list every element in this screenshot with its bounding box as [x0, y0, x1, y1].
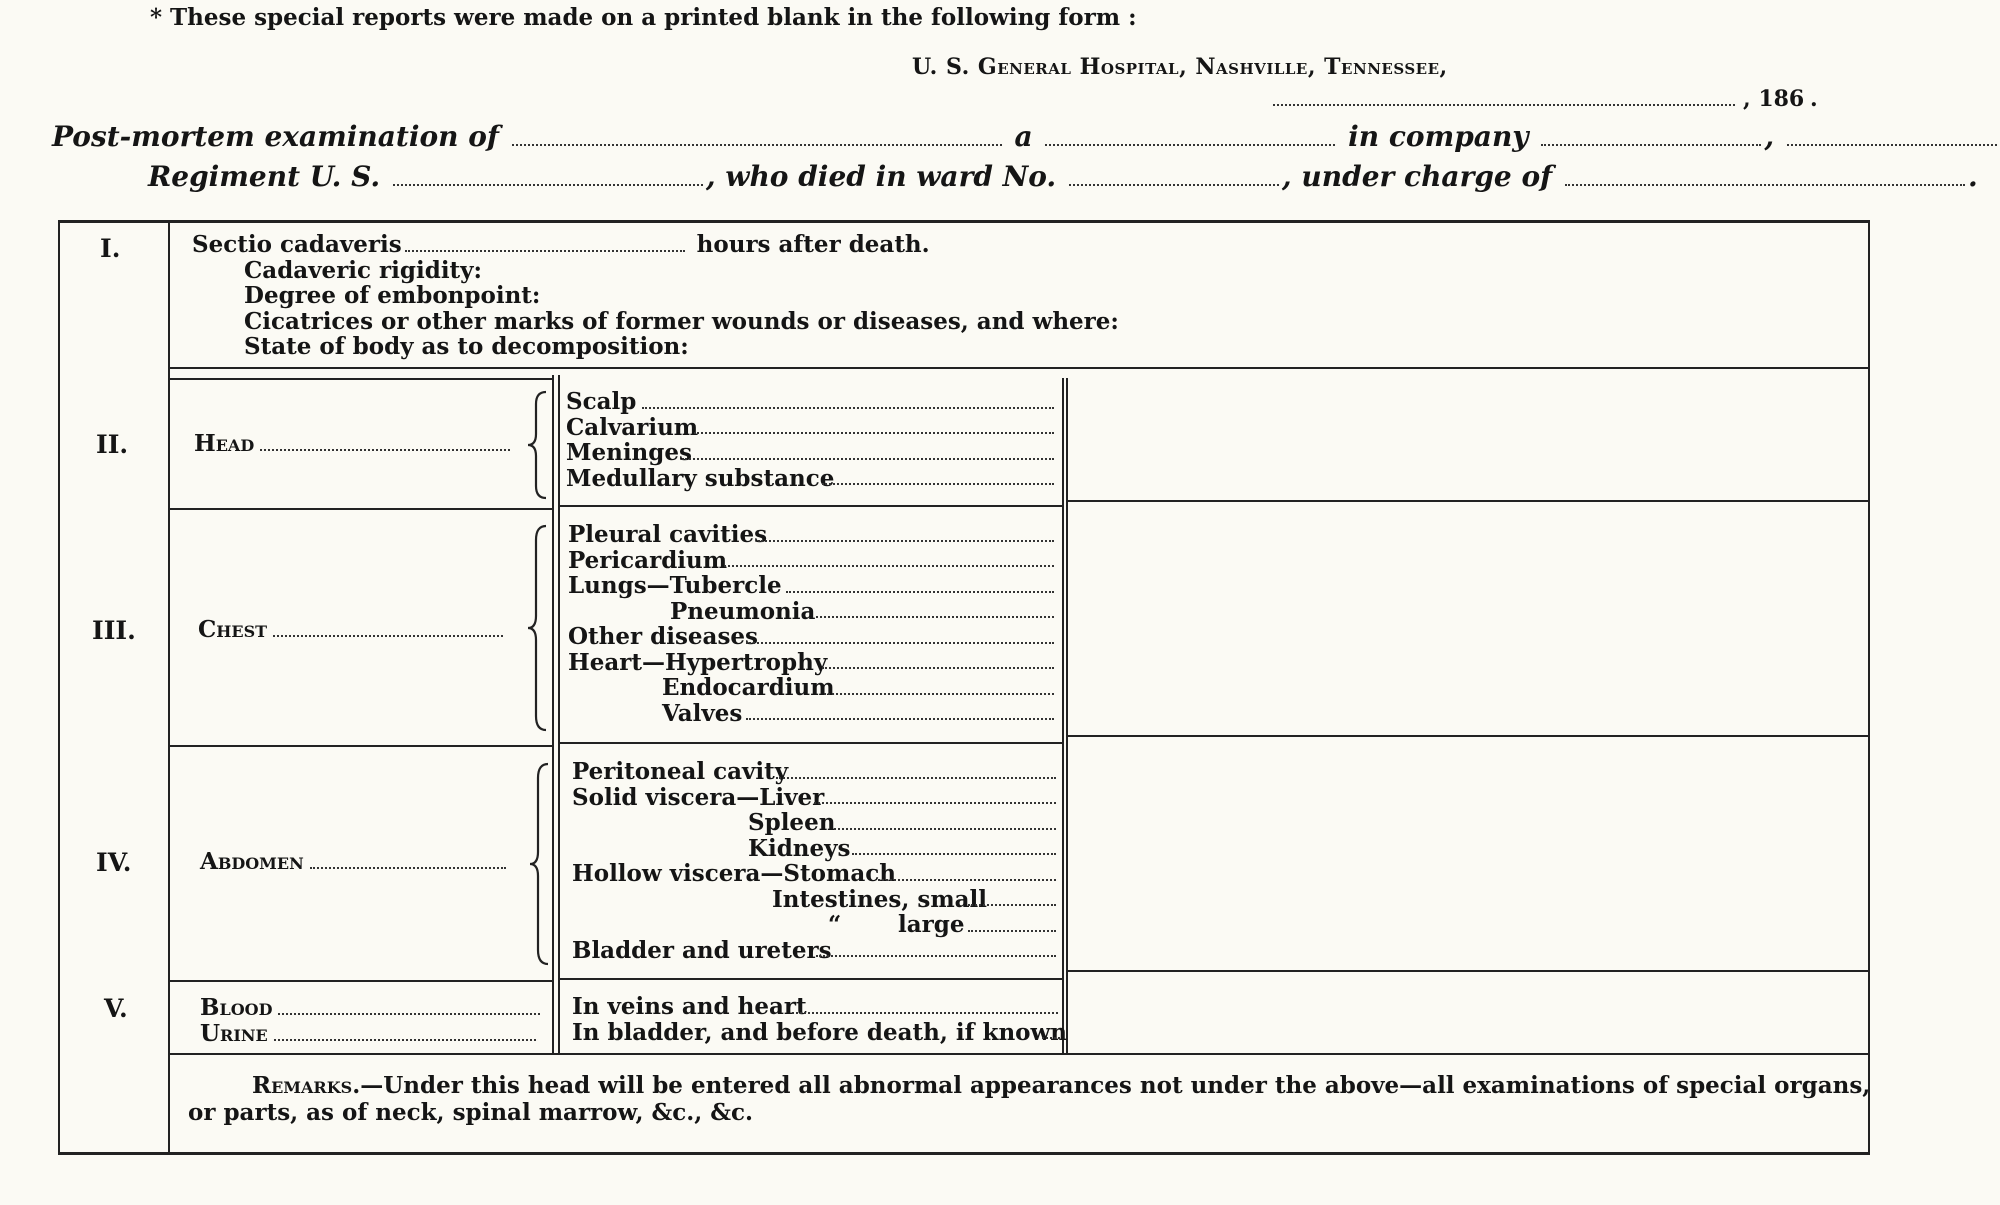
post-mortem-label: Post-mortem examination of [52, 120, 499, 153]
abdomen-brace [528, 762, 552, 966]
urine-blank[interactable] [1042, 1037, 1060, 1039]
hours-blank[interactable] [405, 250, 685, 252]
organ-urine [200, 1020, 539, 1047]
embonpoint-line: Degree of embonpoint: [244, 282, 541, 309]
stomach-blank[interactable] [878, 879, 1056, 881]
organ-chest-dots [273, 635, 503, 637]
list-item: Scalp [566, 389, 1056, 415]
list-item: Meninges [566, 440, 1056, 466]
list-item: In veins and heart [572, 994, 1064, 1020]
ward-blank[interactable] [1069, 184, 1279, 186]
valves-blank[interactable] [746, 718, 1054, 720]
list-item: Heart—Hypertrophy [568, 650, 1058, 676]
divider-3-organ [170, 745, 552, 747]
divider-3-findings [1068, 735, 1868, 737]
organ-urine-dots [274, 1039, 536, 1041]
divider-4-organ [170, 980, 552, 982]
list-item: Pleural cavities [568, 522, 1058, 548]
abdomen-items [572, 759, 1062, 963]
organ-blood-dots [278, 1013, 540, 1015]
regiment-line [148, 160, 1978, 193]
organ-chest-label: Chest [198, 616, 268, 643]
head-brace [526, 390, 550, 500]
footnote: * These special reports were made on a printed blank in the following form : [150, 4, 1137, 31]
year-dot: . [1810, 86, 1818, 112]
section-numeral-ii: II. [96, 430, 129, 459]
section-i-body [192, 232, 1119, 360]
list-item: Endocardium [568, 675, 1058, 701]
pleural-blank[interactable] [758, 540, 1054, 542]
organ-abdomen-dots [310, 867, 506, 869]
divider-2-findings [1068, 500, 1868, 502]
remarks-label: Remarks. [252, 1072, 361, 1099]
list-item: Calvarium [566, 415, 1056, 441]
head-items [566, 389, 1056, 491]
list-item: Peritoneal cavity [572, 759, 1062, 785]
scalp-blank[interactable] [642, 407, 1054, 409]
company-blank[interactable] [1541, 144, 1761, 146]
date-blank[interactable] [1273, 104, 1735, 106]
organ-chest [198, 616, 506, 643]
hospital-name: General Hospital, Nashville, Tennessee, [977, 54, 1448, 80]
list-item: Valves [568, 701, 1058, 727]
hypertrophy-blank[interactable] [822, 667, 1054, 669]
chest-items [568, 522, 1058, 726]
remarks-divider [170, 1053, 1868, 1055]
blood-urine-items [572, 993, 1068, 1046]
organ-head [194, 430, 513, 457]
spleen-blank[interactable] [834, 828, 1056, 830]
divider-2-organ [170, 508, 552, 510]
year-label: , 186 [1743, 86, 1805, 112]
organ-blood-label: Blood [200, 994, 273, 1021]
organ-abdomen-label: Abdomen [200, 848, 304, 875]
bladder-blank[interactable] [816, 955, 1056, 957]
head-top-rule [170, 378, 552, 380]
date-line[interactable] [1273, 86, 1818, 112]
rank-blank[interactable] [1045, 144, 1335, 146]
section-numeral-iv: IV. [96, 848, 132, 877]
section-numeral-iii: III. [92, 616, 136, 645]
remarks [188, 1072, 1878, 1126]
items-column-rule-left-2 [558, 375, 560, 1055]
veins-blank[interactable] [792, 1012, 1058, 1014]
divider-2-items [560, 505, 1062, 507]
numeral-column-rule [168, 222, 170, 1153]
list-item: Other diseases [568, 624, 1058, 650]
charge-label: , under charge of [1281, 160, 1553, 193]
company-blank-2[interactable] [1787, 144, 1997, 146]
list-item: Pneumonia [568, 599, 1058, 625]
remarks-text: —Under this head will be entered all abnormal appearances not under the above—all examinations of special organs, or parts, as of neck, spinal marrow, &c., &c. [188, 1072, 1871, 1126]
ward-label: , who died in ward No. [705, 160, 1057, 193]
tubercle-blank[interactable] [786, 591, 1054, 593]
company-comma: , [1764, 120, 1775, 153]
hospital-prefix: U. S. [912, 54, 970, 80]
list-item: Kidneys [572, 836, 1062, 862]
small-intestine-blank[interactable] [968, 904, 1056, 906]
organ-blood [200, 994, 543, 1021]
organ-abdomen [200, 848, 509, 875]
list-item: Bladder and ureters [572, 938, 1062, 964]
organ-head-label: Head [194, 430, 255, 457]
decomposition-line: State of body as to decomposition: [244, 333, 689, 360]
hours-label: hours after death. [696, 231, 930, 258]
organ-head-dots [260, 449, 510, 451]
medullary-blank[interactable] [822, 483, 1054, 485]
section-numeral-i: I. [100, 234, 121, 263]
sectio-line [192, 232, 1119, 258]
list-item: Intestines, small [572, 887, 1062, 913]
list-item: Solid viscera—Liver [572, 785, 1062, 811]
section-numeral-v: V. [104, 994, 128, 1023]
cicatrices-line: Cicatrices or other marks of former wounds or diseases, and where: [244, 307, 1119, 335]
pneumonia-blank[interactable] [816, 616, 1054, 618]
chest-brace [526, 524, 550, 732]
charge-dot: . [1967, 160, 1978, 193]
name-blank[interactable] [512, 144, 1002, 146]
items-column-rule-left [552, 375, 554, 1055]
sectio-label: Sectio cadaveris [192, 231, 402, 258]
rank-label: a [1014, 120, 1033, 153]
kidneys-blank[interactable] [852, 853, 1056, 855]
list-item: Medullary substance [566, 466, 1056, 492]
findings-column-rule-2 [1066, 378, 1068, 1055]
regiment-label: Regiment U. S. [148, 160, 381, 193]
calvarium-blank[interactable] [694, 432, 1054, 434]
large-intestine-blank[interactable] [968, 930, 1056, 932]
post-mortem-line [52, 120, 2000, 153]
company-label: in company [1348, 120, 1529, 153]
list-item: Pericardium [568, 548, 1058, 574]
regiment-blank[interactable] [393, 184, 703, 186]
pericardium-blank[interactable] [724, 565, 1054, 567]
organ-urine-label: Urine [200, 1020, 268, 1047]
list-item: In bladder, and before death, if known [572, 1018, 1068, 1046]
endocardium-blank[interactable] [824, 693, 1054, 695]
peritoneal-blank[interactable] [776, 777, 1056, 779]
section-divider-1 [170, 367, 1868, 369]
rigidity-line: Cadaveric rigidity: [244, 256, 483, 284]
list-item: “ large [572, 912, 1062, 938]
divider-4-findings [1068, 970, 1868, 972]
other-diseases-blank[interactable] [746, 642, 1054, 644]
charge-blank[interactable] [1565, 184, 1965, 186]
list-item: Spleen [572, 810, 1062, 836]
liver-blank[interactable] [814, 802, 1056, 804]
hospital-header [912, 54, 1448, 80]
divider-3-items [560, 742, 1062, 744]
findings-column-rule [1062, 378, 1064, 1055]
meninges-blank[interactable] [682, 458, 1054, 460]
list-item: Lungs—Tubercle [568, 573, 1058, 599]
divider-4-items [560, 978, 1062, 980]
list-item: Hollow viscera—Stomach [572, 861, 1062, 887]
